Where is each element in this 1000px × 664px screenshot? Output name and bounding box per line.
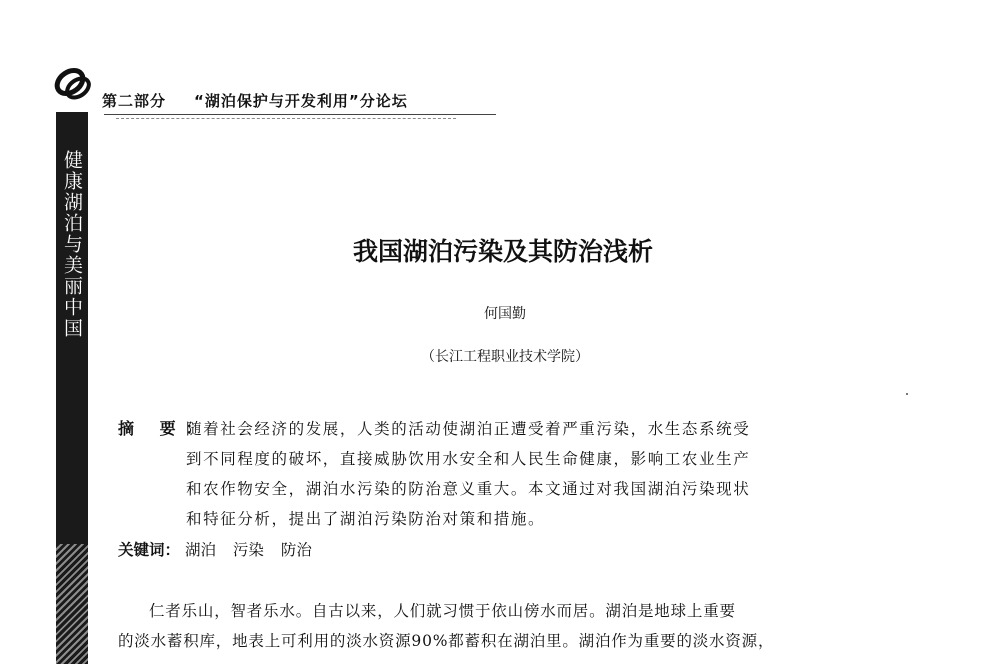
side-bar-texture [56,544,88,664]
keyword: 污染 [232,541,264,559]
abstract-text [186,414,896,534]
running-header [102,90,502,111]
logo-icon [52,62,96,106]
header-part: 第二部分 [102,92,167,110]
article-author: 何国勤 [484,306,526,322]
abstract-line: 随着社会经济的发展，人类的活动使湖泊正遭受着严重污染，水生态系统受 [186,420,751,438]
side-title: 健康湖泊与美丽中国 [61,150,83,339]
article-affiliation: （长江工程职业技术学院） [421,349,589,365]
body-line: 仁者乐山，智者乐水。自古以来，人们就习惯于依山傍水而居。湖泊是地球上重要 [149,602,736,620]
header-section: “湖泊保护与开发利用”分论坛 [194,92,408,110]
abstract-line: 和农作物安全，湖泊水污染的防治意义重大。本文通过对我国湖泊污染现状 [186,480,751,498]
keywords [118,538,324,560]
article-title: 我国湖泊污染及其防治浅析 [352,237,653,266]
header-rule [104,114,496,115]
keywords-label: 关键词： [118,541,181,559]
abstract-line: 到不同程度的破坏，直接威胁饮用水安全和人民生命健康，影响工农业生产 [186,450,751,468]
abstract-line: 和特征分析，提出了湖泊污染防治对策和措施。 [186,510,546,528]
abstract-label: 摘 要： [118,419,212,438]
body-line: 的淡水蓄积库，地表上可利用的淡水资源90%都蓄积在湖泊里。湖泊作为重要的淡水资源， [118,632,775,650]
keyword: 湖泊 [184,541,216,559]
header-rule-dashed [116,118,456,119]
body-text [118,596,898,656]
scan-speck [906,393,908,395]
keyword: 防治 [280,541,312,559]
